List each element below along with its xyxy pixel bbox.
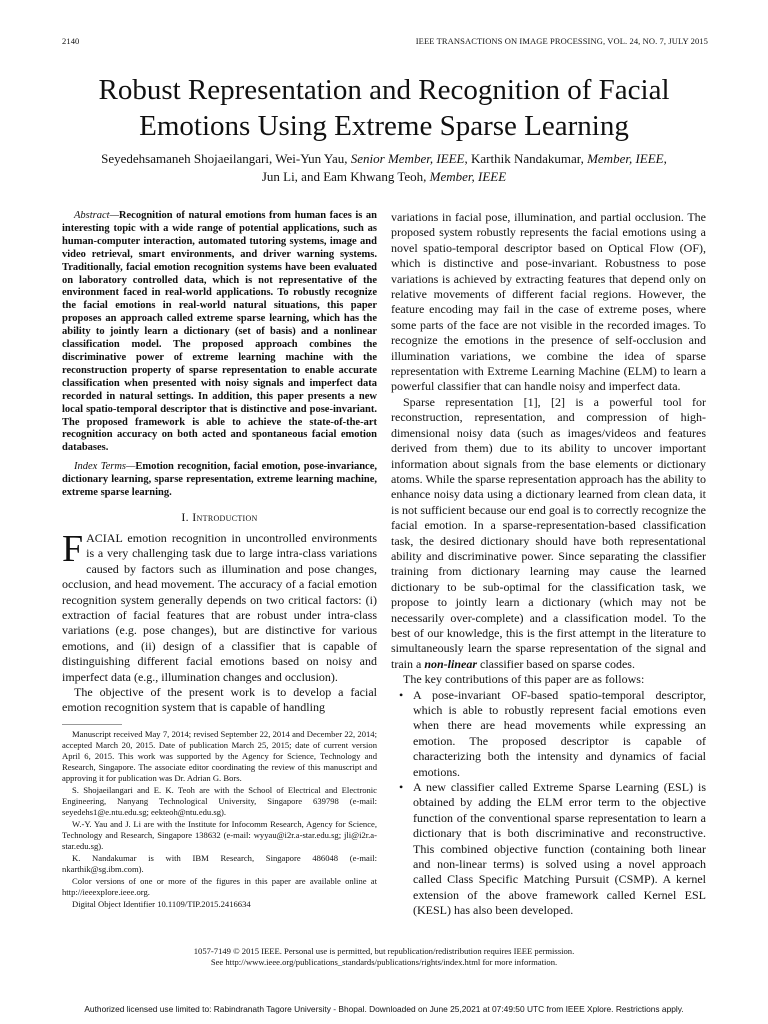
index-terms-text: Emotion recognition, facial emotion, pose-invariance, dictionary learning, sparse representation, extreme learning machine, extreme sparse learning.	[62, 461, 377, 499]
index-terms	[62, 461, 377, 500]
right-paragraph-2	[391, 395, 706, 672]
contribution-text-2: A new classifier called Extreme Sparse Learning (ESL) is obtained by adding the ELM error term to the objective function of the conventional sparse representation to learn a dictionary that is both discriminative and reconstructive. This combined objective function (containing both linear and non-linear terms) is solved using a novel approach called Class Specific Matching Pursuit (CSMP). A kernel extension of the above framework called Kernel ESL (KESL) has also been developed.	[413, 780, 706, 918]
author-role-2: Member, IEEE	[587, 151, 664, 166]
footnote-color: Color versions of one or more of the figures in this paper are available online at http://ieeexplore.ieee.org.	[62, 875, 377, 897]
license-footer: Authorized licensed use limited to: Rabindranath Tagore University - Bhopal. Downloaded on June 25,2021 at 07:49:50 UTC from IEEE Xplore. Restrictions apply.	[84, 1004, 684, 1014]
footnote-manuscript: Manuscript received May 7, 2014; revised September 22, 2014 and December 22, 2014; accepted March 20, 2015. Date of publication March 25, 2015; date of current version April 6, 2015. This work was supported by the Agency for Science, Technology and Research, Singapore. The associate editor coordinating the review of this manuscript and approving it for publication was Dr. Adrian G. Bors.	[62, 728, 377, 783]
bullet-icon: •	[399, 780, 404, 795]
footnote-affiliation-2: W.-Y. Yau and J. Li are with the Institute for Infocomm Research, Agency for Science, Technology and Research, Singapore 138632 (e-mail: wyyau@i2r.a-star.edu.sg; jli@i2r.a-star.edu.sg).	[62, 818, 377, 851]
title-line-1: Robust Representation and Recognition of Facial	[98, 74, 670, 106]
section-numeral: I.	[181, 509, 193, 524]
abstract-label: Abstract—	[74, 210, 119, 221]
right-paragraph-3: The key contributions of this paper are as follows:	[403, 672, 645, 687]
intro-paragraph-2: The objective of the present work is to develop a facial emotion recognition system that is capable of handling	[62, 685, 377, 715]
author-line-1	[40, 150, 728, 168]
footnote-doi: Digital Object Identifier 10.1109/TIP.2015.2416634	[72, 898, 251, 909]
left-column	[62, 210, 377, 911]
author-names-3: Jun Li, and Eam Khwang Teoh,	[261, 169, 430, 184]
author-sep: ,	[663, 151, 667, 166]
page-number: 2140	[62, 36, 80, 46]
paper-title	[40, 72, 728, 144]
abstract	[62, 210, 377, 455]
author-role-3: Member, IEEE	[429, 169, 507, 184]
abstract-text: Recognition of natural emotions from human faces is an interesting topic with a wide range of potential applications, such as human-computer interaction, automated tutoring systems, image and video retrieval, smart environments, and driver warning systems. Traditionally, facial emotion recognition systems have been evaluated on laboratory controlled data, which is not representative of the environment faced in real-world applications. To robustly recognize the facial emotions in real-world natural situations, this paper proposes an approach called extreme sparse learning, which has the ability to jointly learn a dictionary (set of basis) and a nonlinear classification model. The proposed approach combines the discriminative power of extreme learning machine with the reconstruction property of sparse representation to enable accurate classification when presented with noisy signals and imperfect data recorded in natural settings. In addition, this paper presents a new local spatio-temporal descriptor that is distinctive and pose-invariant. The proposed framework is able to achieve the state-of-the-art recognition accuracy on both acted and spontaneous facial emotion databases.	[62, 210, 377, 454]
list-item	[399, 780, 706, 919]
drop-cap: F	[62, 527, 84, 570]
right-paragraph-1: variations in facial pose, illumination, and partial occlusion. The proposed system robustly represents the facial emotions using a novel spatio-temporal descriptor based on Optical Flow (OF), which is distinctive and pose-invariant. Robustness to pose variations is achieved by extracting features that depend only on relative movements of different facial regions. However, the feature encoding may fail in the case of extreme poses, where some parts of the face are not visible in the recorded images. To recognize the emotions in the presence of self-occlusion and illumination variations, we combine the idea of sparse representation with Extreme Learning Machine (ELM) to learn a powerful classifier that can handle noisy and imperfect data.	[391, 210, 706, 394]
contributions-list	[391, 688, 706, 919]
journal-header: IEEE TRANSACTIONS ON IMAGE PROCESSING, VOL. 24, NO. 7, JULY 2015	[415, 36, 708, 46]
list-item	[399, 687, 706, 780]
section-heading-introduction	[62, 510, 377, 525]
footnote-affiliation-3: K. Nandakumar is with IBM Research, Singapore 486048 (e-mail: nkarthik@sg.ibm.com).	[62, 852, 377, 874]
right-paragraph-2-end: classifier based on sparse codes.	[477, 656, 635, 671]
right-paragraph-2-text: Sparse representation [1], [2] is a powerful tool for reconstruction, representation, and compression of high-dimensional noisy data (such as images/videos and features derived from them) due to its ability to uncover important information about signals from the base elements or dictionary atoms. While the sparse representation approach has the ability to enhance noisy data using a dictionary learned from clean data, it is not sufficient because our end goal is to correctly recognize the facial emotion. In a sparse-representation-based classification task, the desired dictionary should have both representational ability and discriminative power. Since separating the classifier training from dictionary learning may cause the learned dictionary to be sub-optimal for the classification task, we propose to jointly learn a dictionary (which may not be necessarily over-complete) and a classification model. To the best of our knowledge, this is the first attempt in the literature to simultaneously learn the sparse representation of the signal and train a	[391, 394, 707, 671]
author-names-2: , Karthik Nandakumar,	[464, 151, 588, 166]
author-list	[40, 150, 728, 186]
copyright-line-1: 1057-7149 © 2015 IEEE. Personal use is permitted, but republication/redistribution requires IEEE permission.	[193, 946, 575, 956]
footnote-affiliation-1: S. Shojaeilangari and E. K. Teoh are with the School of Electrical and Electronic Engineering, Nanyang Technological University, Singapore 639798 (e-mail: seyedehs1@e.ntu.edu.sg; eekteoh@ntu.edu.sg).	[62, 784, 377, 817]
copyright-notice	[40, 946, 728, 968]
intro-paragraph-1	[62, 527, 377, 685]
author-role-1: Senior Member, IEEE	[350, 151, 465, 166]
author-line-2	[40, 168, 728, 186]
title-line-2: Emotions Using Extreme Sparse Learning	[139, 110, 629, 142]
copyright-line-2: See http://www.ieee.org/publications_standards/publications/rights/index.html for more information.	[210, 957, 558, 967]
intro-paragraph-1-text: ACIAL emotion recognition in uncontrolled environments is a very challenging task due to large intra-class variations caused by factors such as illumination and pose changes, occlusion, and head movement. The accuracy of a facial emotion recognition system generally depends on two critical factors: (i) extraction of facial features that are robust under intra-class variations (e.g. pose changes), but are distinctive for various emotions, and (ii) design of a classifier that is capable of distinguishing different facial emotions based on noisy and imperfect data (e.g., illumination changes and occlusion).	[62, 530, 377, 684]
section-name: Introduction	[192, 509, 258, 524]
bullet-icon: •	[399, 687, 404, 702]
right-column	[391, 210, 706, 919]
footnote-divider	[62, 724, 122, 725]
contribution-text-1: A pose-invariant OF-based spatio-temporal descriptor, which is able to robustly represent facial emotions even when there are head movements while expressing an emotion. The proposed descriptor is capable of characterizing both the intensity and dynamics of facial emotions.	[413, 687, 706, 779]
index-terms-label: Index Terms—	[74, 461, 136, 473]
emphasis-non-linear: non-linear	[424, 656, 478, 671]
author-names-1: Seyedehsamaneh Shojaeilangari, Wei-Yun Yau,	[101, 151, 351, 166]
